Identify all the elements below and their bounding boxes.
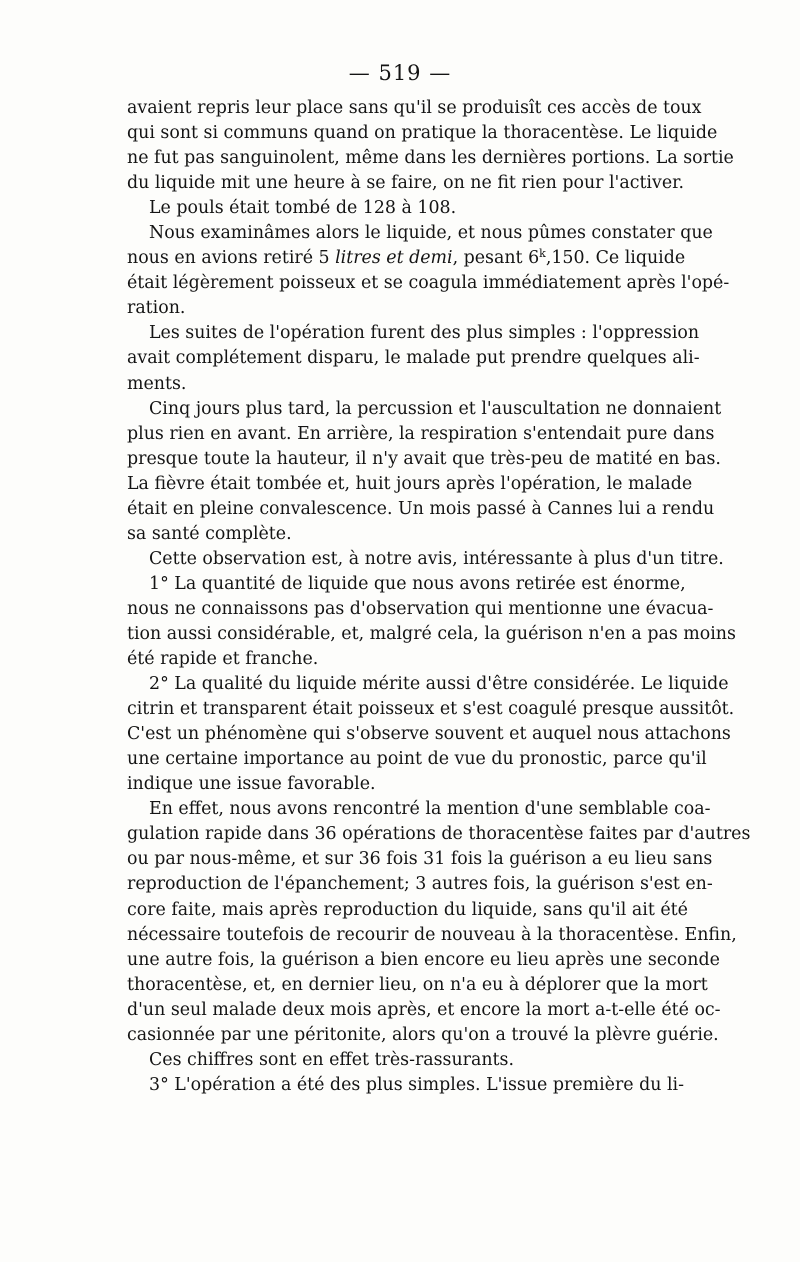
text-line: Le pouls était tombé de 128 à 108. [149, 198, 457, 219]
text-line: était légèrement poisseux et se coagula immédiatement après l'opé- [127, 273, 730, 294]
text-line: plus rien en avant. En arrière, la respiration s'entendait pure dans [127, 423, 715, 444]
text-line: Ces chiffres sont en effet très-rassurants. [149, 1049, 514, 1070]
text-line: une autre fois, la guérison a bien encore eu lieu après une seconde [127, 949, 720, 970]
text-line: une certaine importance au point de vue du pronostic, parce qu'il [127, 749, 707, 770]
page-number: — 519 — [348, 61, 452, 85]
text-segment: k [539, 247, 546, 261]
text-line: En effet, nous avons rencontré la mention d'une semblable coa- [149, 799, 711, 820]
text-line: C'est un phénomène qui s'observe souvent et auquel nous attachons [127, 724, 731, 745]
text-segment: , pesant 6 [452, 248, 540, 269]
text-line [127, 246, 686, 271]
text-line: indique une issue favorable. [127, 774, 376, 795]
text-segment: nous en avions retiré 5 [127, 248, 336, 269]
text-line: gulation rapide dans 36 opérations de thoracentèse faites par d'autres [127, 824, 751, 845]
text-line: 1° La quantité de liquide que nous avons retirée est énorme, [149, 573, 686, 594]
text-line: presque toute la hauteur, il n'y avait que très-peu de matité en bas. [127, 448, 721, 469]
text-line: été rapide et franche. [127, 649, 319, 670]
text-line: tion aussi considérable, et, malgré cela, la guérison n'en a pas moins [127, 623, 736, 644]
text-line: core faite, mais après reproduction du liquide, sans qu'il ait été [127, 899, 688, 920]
text-line: Cette observation est, à notre avis, intéressante à plus d'un titre. [149, 548, 724, 569]
text-line: casionnée par une péritonite, alors qu'on a trouvé la plèvre guérie. [127, 1024, 719, 1045]
text-line [127, 221, 713, 246]
text-line: sa santé complète. [127, 523, 292, 544]
text-line: reproduction de l'épanchement; 3 autres fois, la guérison s'est en- [127, 874, 713, 895]
text-line: d'un seul malade deux mois après, et encore la mort a-t-elle été oc- [127, 999, 721, 1020]
text-line: du liquide mit une heure à se faire, on ne fit rien pour l'activer. [127, 173, 685, 194]
text-line: La fièvre était tombée et, huit jours après l'opération, le malade [127, 473, 693, 494]
text-line: 3° L'opération a été des plus simples. L'issue première du li- [149, 1074, 684, 1095]
body-text [127, 96, 751, 1098]
text-segment: Nous examinâmes alors le liquide, et nous pûmes constater que [149, 223, 713, 244]
text-line: était en pleine convalescence. Un mois passé à Cannes lui a rendu [127, 498, 715, 519]
text-line: Cinq jours plus tard, la percussion et l'auscultation ne donnaient [149, 398, 722, 419]
text-line: qui sont si communs quand on pratique la thoracentèse. Le liquide [127, 123, 718, 144]
text-segment: ,150. Ce liquide [545, 248, 686, 269]
text-line: Les suites de l'opération furent des plus simples : l'oppression [149, 323, 700, 344]
text-line: citrin et transparent était poisseux et s'est coagulé presque aussitôt. [127, 699, 735, 720]
text-line: avaient repris leur place sans qu'il se produisît ces accès de toux [127, 98, 702, 118]
text-line: avait complétement disparu, le malade put prendre quelques ali- [127, 348, 700, 369]
text-line: ments. [127, 373, 187, 394]
text-line: thoracentèse, et, en dernier lieu, on n'a eu à déplorer que la mort [127, 974, 708, 995]
text-line: ne fut pas sanguinolent, même dans les dernières portions. La sortie [127, 148, 734, 169]
text-line: nous ne connaissons pas d'observation qui mentionne une évacua- [127, 598, 714, 619]
text-line: nécessaire toutefois de recourir de nouveau à la thoracentèse. Enfin, [127, 924, 737, 945]
text-line: ration. [127, 298, 186, 319]
text-line: ou par nous-même, et sur 36 fois 31 fois la guérison a eu lieu sans [127, 849, 713, 870]
text-line: 2° La qualité du liquide mérite aussi d'être considérée. Le liquide [149, 674, 729, 695]
text-segment: litres et demi [335, 248, 453, 269]
